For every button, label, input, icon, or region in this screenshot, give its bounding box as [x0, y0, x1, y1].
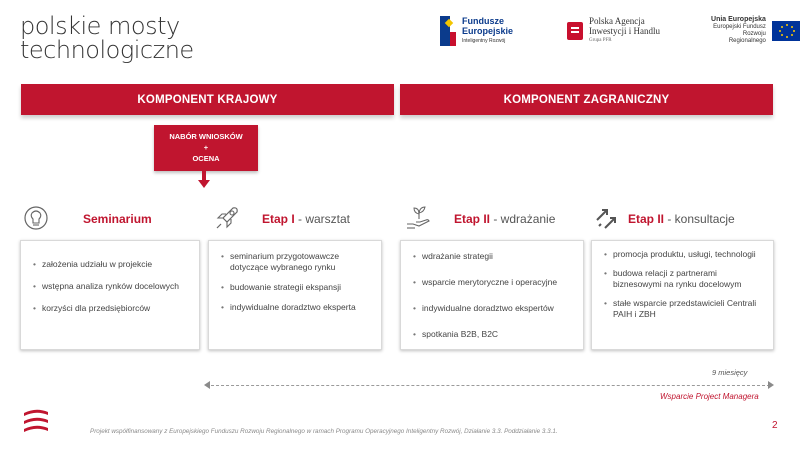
nabor-line-1: NABÓR WNIOSKÓW: [169, 132, 243, 141]
stage-2-title-gray: - warsztat: [294, 212, 351, 226]
logo-line-1: polskie mosty: [20, 12, 180, 40]
hand-plant-icon: [404, 204, 432, 232]
fe-flag-icon: [440, 16, 456, 46]
stage-title-etap-2-konsultacje: [628, 212, 735, 226]
banner-komponent-krajowy: KOMPONENT KRAJOWY: [21, 84, 394, 115]
eu-flag-icon: [772, 21, 800, 41]
stage-1-title-red: Seminarium: [83, 212, 152, 226]
list-item: • promocja produktu, usługi, technologii: [604, 249, 765, 260]
list-item: • budowanie strategii ekspansji: [221, 282, 373, 293]
nabor-line-3: OCENA: [192, 154, 220, 163]
arrows-icon: [593, 204, 621, 232]
rocket-icon: [213, 204, 241, 232]
list-item: • indywidualne doradztwo ekspertów: [413, 303, 575, 314]
card-etap-1: [208, 240, 382, 350]
paih-line-3: Grupa PFR: [589, 38, 612, 43]
stage-3-title-gray: - wdrażanie: [490, 212, 556, 226]
fe-line-1: Fundusze: [462, 16, 504, 26]
eu-line-1: Unia Europejska: [711, 16, 766, 23]
page-number: 2: [772, 420, 778, 431]
list-item: • indywidualne doradztwo eksperta: [221, 302, 373, 313]
eu-logo: [708, 16, 800, 45]
card-etap-2-konsultacje: [591, 240, 774, 350]
fe-line-3: Inteligentny Rozwój: [462, 38, 506, 44]
list-item: • korzyści dla przedsiębiorców: [33, 303, 191, 314]
list-item: • wsparcie merytoryczne i operacyjne: [413, 277, 575, 288]
stage-4-title-red: Etap II: [628, 212, 665, 226]
stage-title-seminarium: [83, 212, 152, 226]
list-item: • spotkania B2B, B2C: [413, 329, 575, 340]
fundusze-europejskie-logo: [440, 16, 513, 46]
brand-mark-icon: [22, 408, 50, 434]
list-item: • wdrażanie strategii: [413, 251, 575, 262]
list-item: • seminarium przygotowawcze dotyczące wybranego rynku: [221, 251, 373, 273]
duration-label: 9 miesięcy: [712, 368, 748, 377]
footer-cofinancing-text: Projekt współfinansowany z Europejskiego Funduszu Rozwoju Regionalnego w ramach Programu Operacyjnego Inteligentny Rozwój, Działanie 3.3. Poddziałanie 3.3.1.: [90, 428, 558, 435]
stage-3-title-red: Etap II: [454, 212, 491, 226]
paih-logo: [567, 16, 660, 46]
banner-komponent-zagraniczny: KOMPONENT ZAGRANICZNY: [400, 84, 773, 115]
stage-4-title-gray: - konsultacje: [664, 212, 735, 226]
paih-mark-icon: [567, 22, 583, 40]
lightbulb-icon: [22, 204, 50, 232]
nabor-line-2: +: [203, 143, 209, 152]
project-manager-support-label: Wsparcie Project Managera: [660, 392, 759, 401]
card-etap-2-wdrazanie: [400, 240, 584, 350]
fe-line-2: Europejskie: [462, 26, 514, 36]
arrow-left-icon: [204, 381, 210, 389]
paih-line-2: Inwestycji i Handlu: [589, 26, 660, 36]
brand-logo: [20, 14, 194, 62]
arrow-down-icon: [198, 180, 210, 188]
stage-title-etap-2-wdrazanie: [454, 212, 555, 226]
list-item: • wstępna analiza rynków docelowych: [33, 281, 191, 292]
eu-line-2: Europejski Fundusz: [713, 24, 766, 30]
list-item: • założenia udziału w projekcie: [33, 259, 191, 270]
arrow-right-icon: [768, 381, 774, 389]
list-item: • stałe wsparcie przedstawicieli Centrali PAIH i ZBH: [604, 298, 765, 320]
card-seminarium: [20, 240, 200, 350]
stage-2-title-red: Etap I: [262, 212, 295, 226]
stage-title-etap-1: [262, 212, 350, 226]
timeline-dashed-line: [206, 385, 770, 386]
paih-line-1: Polska Agencja: [589, 16, 645, 26]
nabor-wnioskow-box: [154, 125, 258, 171]
list-item: • budowa relacji z partnerami biznesowymi na rynku docelowym: [604, 268, 765, 290]
logo-line-2: technologiczne: [20, 36, 194, 64]
eu-line-3: Rozwoju Regionalnego: [728, 31, 766, 44]
